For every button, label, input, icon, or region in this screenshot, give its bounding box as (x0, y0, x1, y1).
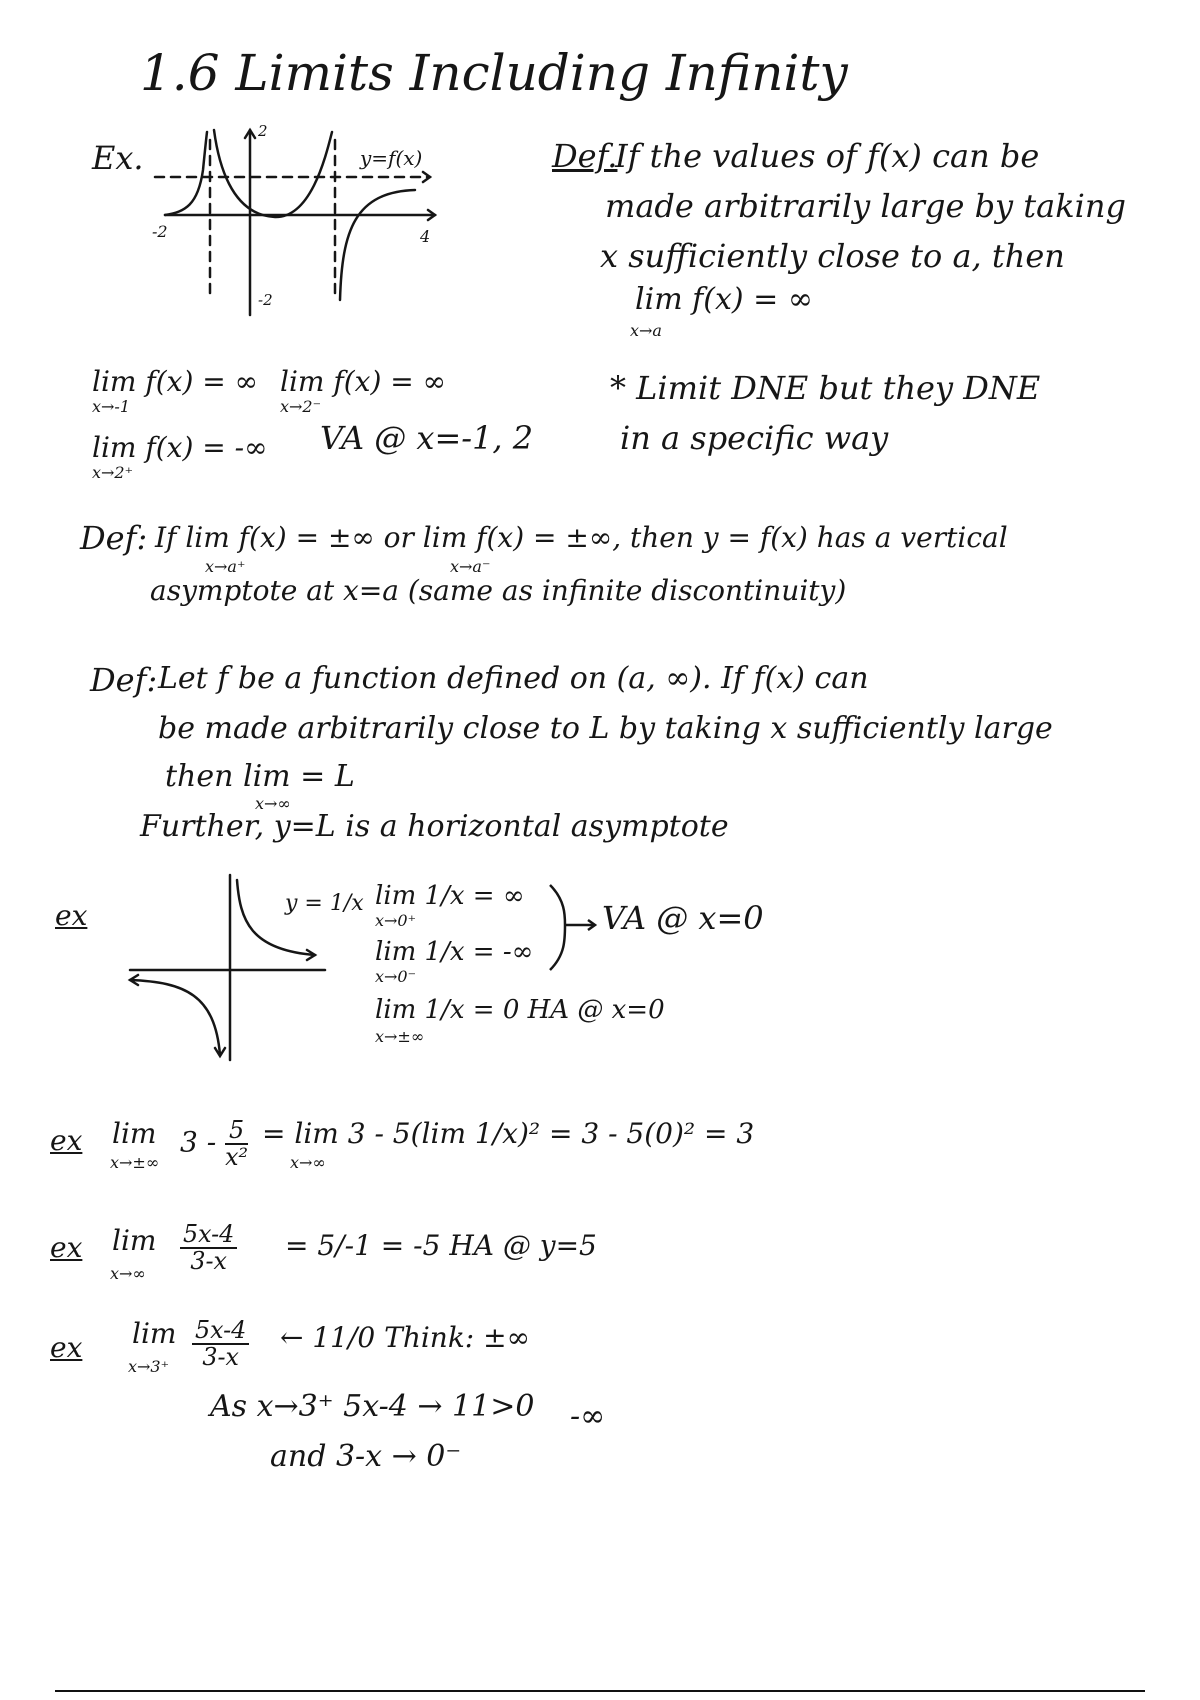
brace (545, 880, 605, 975)
limit-expression (180, 1118, 248, 1170)
reciprocal-graph (125, 870, 364, 1065)
limit-reasoning: and 3-x → 0⁻ (270, 1439, 462, 1474)
limit-operator: lim (112, 1117, 157, 1150)
limit-result: -∞ (570, 1399, 606, 1434)
x-tick-label: -2 (152, 222, 168, 241)
example-label: ex (50, 1124, 83, 1157)
example-label: ex (55, 899, 88, 932)
limit-subscript: x→3⁺ (128, 1357, 170, 1376)
limit-subscript: x→2⁻ (280, 397, 322, 416)
limit-subscript: x→a (630, 321, 662, 340)
curve-left-branch (165, 132, 207, 215)
limit-subscript: x→2⁺ (92, 463, 134, 482)
example-label: Ex. (92, 139, 144, 177)
definition-label: Def. (552, 137, 618, 175)
curve-right-branch (340, 190, 415, 300)
fraction-numerator: 5 (225, 1118, 248, 1145)
limit-subscript: x→±∞ (375, 1027, 425, 1046)
fraction-denominator: 3-x (202, 1342, 239, 1371)
example-label: ex (50, 1331, 83, 1364)
fraction-denominator: 3-x (190, 1246, 227, 1275)
vertical-asymptote-note: VA @ x=0 (602, 899, 764, 937)
limit-subscript: x→±∞ (110, 1153, 160, 1172)
fraction (225, 1118, 248, 1170)
limit-statement: lim f(x) = -∞ (92, 431, 268, 464)
limit-statement: lim 1/x = 0 HA @ x=0 (375, 995, 665, 1025)
limit-subscript: x→a⁺ (205, 557, 246, 576)
limit-reasoning: ← 11/0 Think: ±∞ (280, 1321, 530, 1354)
limit-subscript: x→0⁻ (375, 967, 417, 986)
fraction-numerator: 5x-4 (180, 1222, 237, 1249)
definition-label: Def: (90, 661, 158, 699)
definition-limit: lim f(x) = ∞ (635, 282, 813, 317)
fraction-numerator: 5x-4 (192, 1318, 249, 1345)
definition-text: Further, y=L is a horizontal asymptote (140, 809, 729, 844)
definition-text: If lim f(x) = ±∞ or lim f(x) = ±∞, then y = f(x) has a vertical (155, 521, 1008, 554)
fraction (192, 1318, 249, 1370)
expression-prefix: 3 - (180, 1125, 217, 1159)
limit-subscript: x→-1 (92, 397, 131, 416)
limit-result: = 5/-1 = -5 HA @ y=5 (285, 1229, 597, 1262)
limit-subscript: x→∞ (290, 1153, 326, 1172)
definition-text: asymptote at x=a (same as infinite discontinuity) (150, 574, 847, 607)
fraction (180, 1222, 237, 1274)
y-tick-label: 2 (258, 122, 268, 140)
definition-text: If the values of f(x) can be (615, 137, 1040, 175)
limit-reasoning: As x→3⁺ 5x-4 → 11>0 (210, 1389, 535, 1424)
definition-text: then lim = L (165, 759, 355, 794)
limit-operator: lim (132, 1317, 177, 1350)
limit-subscript: x→∞ (110, 1264, 146, 1283)
curve-negative-branch (130, 980, 220, 1055)
definition-text: made arbitrarily large by taking (605, 187, 1126, 225)
limit-fraction (180, 1222, 237, 1274)
curve-label: y=f(x) (360, 146, 423, 170)
curve-label: y = 1/x (285, 891, 364, 916)
vertical-asymptote-note: VA @ x=-1, 2 (320, 419, 534, 457)
example-graph-fx (150, 120, 450, 320)
x-tick-label: 4 (420, 227, 431, 246)
limit-subscript: x→0⁺ (375, 911, 417, 930)
limit-statement: lim f(x) = ∞ (92, 365, 258, 398)
limit-operator: lim (112, 1224, 157, 1257)
fraction-denominator: x² (225, 1142, 249, 1171)
note-text: * Limit DNE but they DNE (610, 369, 1041, 407)
limit-fraction (192, 1318, 249, 1370)
definition-text: x sufficiently close to a, then (600, 237, 1065, 275)
note-text: in a specific way (620, 419, 889, 457)
limit-statement: lim f(x) = ∞ (280, 365, 446, 398)
limit-subscript: x→∞ (255, 794, 291, 813)
limit-subscript: x→a⁻ (450, 557, 491, 576)
limit-expression: = lim 3 - 5(lim 1/x)² = 3 - 5(0)² = 3 (262, 1117, 755, 1150)
definition-text: be made arbitrarily close to L by taking x sufficiently large (158, 711, 1053, 746)
example-label: ex (50, 1231, 83, 1264)
limit-statement: lim 1/x = ∞ (375, 881, 525, 911)
definition-text: Let f be a function defined on (a, ∞). If f(x) can (158, 661, 869, 696)
limit-statement: lim 1/x = -∞ (375, 937, 534, 967)
y-tick-label: -2 (258, 291, 273, 309)
page-title: 1.6 Limits Including Infinity (140, 44, 848, 102)
definition-label: Def: (80, 519, 148, 557)
page-bottom-rule (55, 1690, 1145, 1692)
curve-middle-branch (214, 130, 332, 217)
